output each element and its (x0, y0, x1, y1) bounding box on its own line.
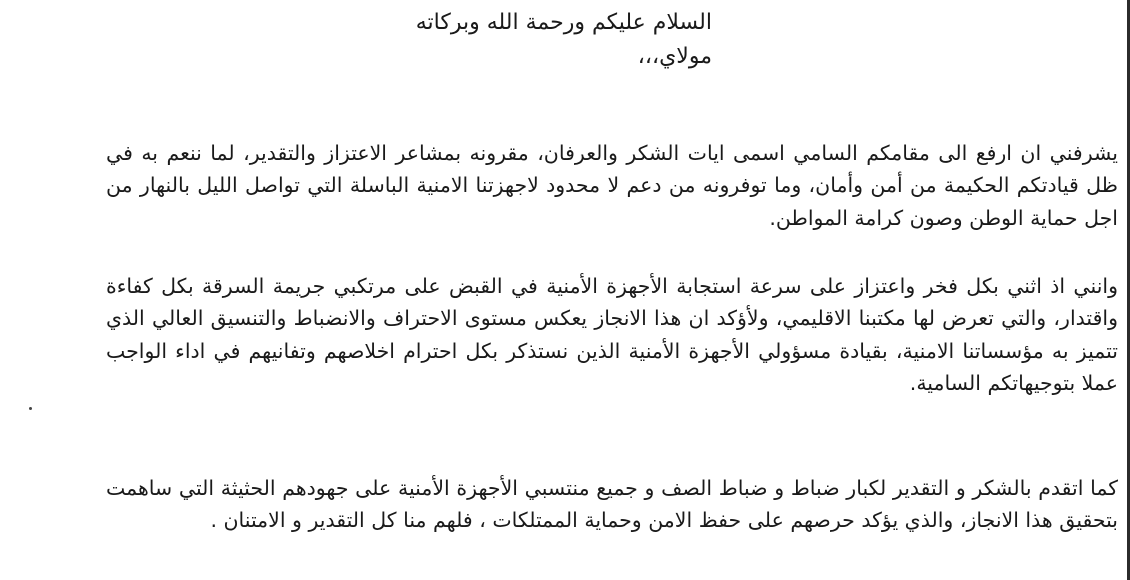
paragraph-thanks-officers: كما اتقدم بالشكر و التقدير لكبار ضباط و ضباط الصف و جميع منتسبي الأجهزة الأمنية على جهودهم الحثيثة التي ساهمت بتحقيق هذا الانجاز، والذي يؤكد حرصهم على حفظ الامن وحماية الممتلكات ، فلهم منا كل التقدير و الامتنان . (106, 475, 1118, 532)
salutation-line: مولاي،،، (637, 44, 712, 69)
paragraph-security-response: وانني اذ اثني بكل فخر واعتزاز على سرعة استجابة الأجهزة الأمنية في القبض على مرتكبي جريمة السرقة بكل كفاءة واقتدار، والتي تعرض لها مكتبنا الاقليمي، ولأؤكد ان هذا الانجاز يعكس مستوى الاحتراف والانضباط والتنسيق العالي الذي تتميز به مؤسساتنا الامنية، بقيادة مسؤولي الأجهزة الأمنية الذين نستذكر بكل احترام اخلاصهم وتفانيهم في اداء الواجب عملا بتوجيهاتكم السامية. (106, 273, 1118, 395)
greeting-line: السلام عليكم ورحمة الله وبركاته (415, 10, 712, 35)
scan-speck (29, 407, 32, 410)
paragraph-gratitude: يشرفني ان ارفع الى مقامكم السامي اسمى ايات الشكر والعرفان، مقرونه بمشاعر الاعتزاز والتقدير، لما ننعم به في ظل قيادتكم الحكيمة من أمن وأمان، وما توفرونه من دعم لا محدود لاجهزتنا الامنية الباسلة التي تواصل الليل بالنهار من اجل حماية الوطن وصون كرامة المواطن. (106, 140, 1118, 230)
letter-opening (112, 6, 712, 74)
